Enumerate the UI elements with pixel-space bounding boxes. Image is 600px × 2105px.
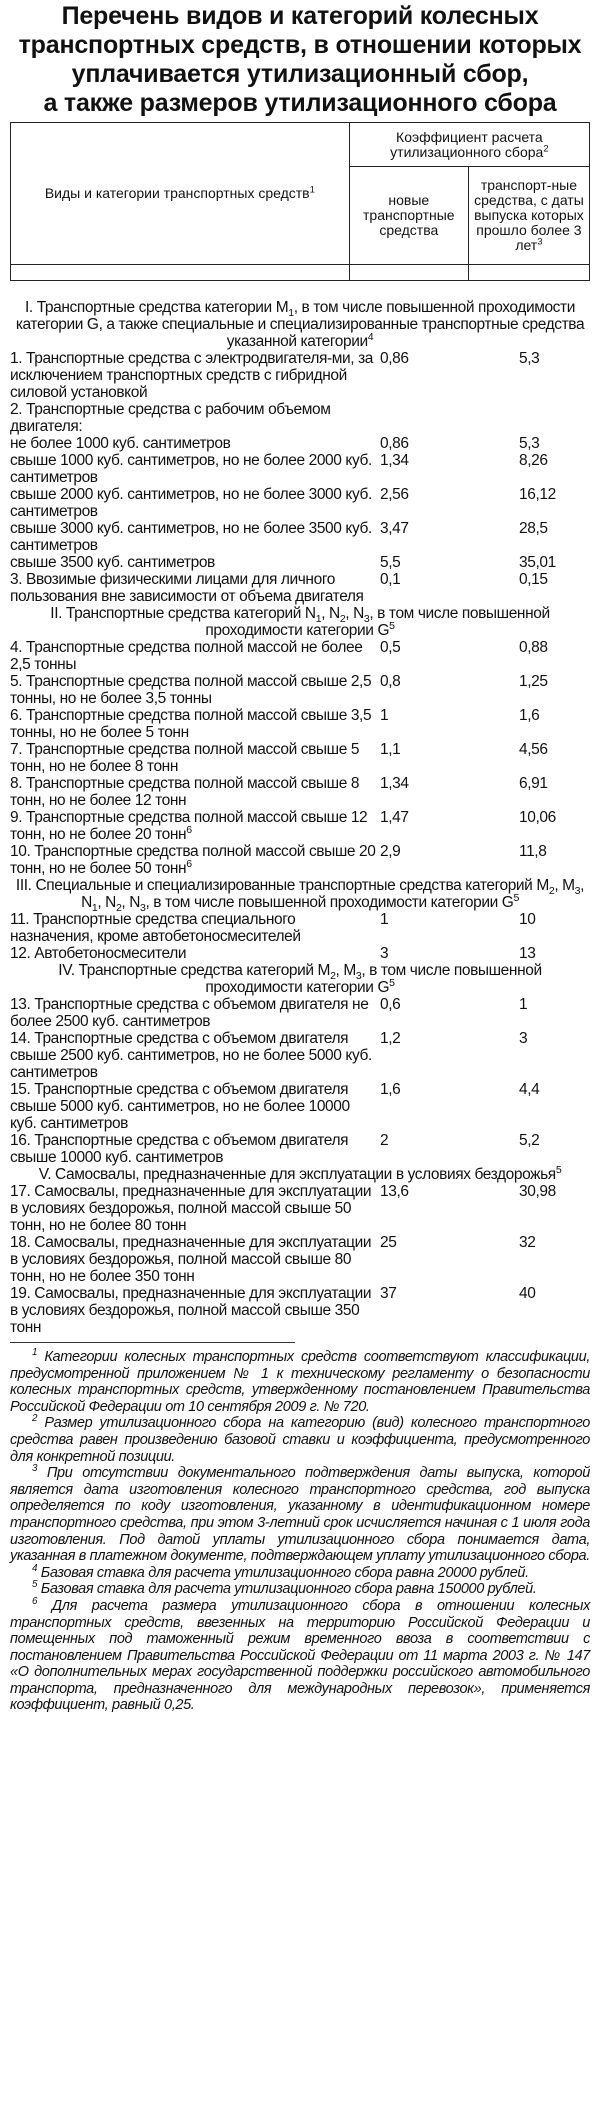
section-heading bbox=[10, 605, 590, 639]
section-heading-text: , N bbox=[121, 894, 141, 911]
footnote-ref: 2 bbox=[543, 142, 549, 154]
category-subscript: 2 bbox=[115, 902, 122, 915]
coef-new-value: 0,5 bbox=[380, 639, 401, 656]
row-label bbox=[10, 775, 380, 809]
coef-new-value: 1,2 bbox=[380, 1030, 401, 1047]
row-label bbox=[10, 435, 380, 452]
row-label bbox=[10, 350, 380, 401]
header-empty-cell bbox=[468, 265, 589, 281]
row-label bbox=[10, 639, 380, 673]
coef-new-value: 1,47 bbox=[380, 809, 409, 826]
table-row bbox=[10, 996, 590, 1030]
coef-old-value: 4,4 bbox=[519, 1081, 540, 1098]
row-label-text: 10. Транспортные средства полной массой свыше 20 тонн, но не более 50 тонн bbox=[10, 843, 376, 877]
table-row bbox=[10, 350, 590, 401]
table-row bbox=[10, 520, 590, 554]
coef-new-value: 1 bbox=[380, 911, 389, 928]
header-coefficient-group bbox=[349, 123, 589, 167]
section-heading-text: , M bbox=[554, 877, 575, 894]
footnote-mark: 3 bbox=[32, 1463, 38, 1475]
category-subscript: 1 bbox=[315, 613, 322, 626]
coef-old-value: 10 bbox=[519, 911, 536, 928]
category-subscript: 3 bbox=[140, 902, 146, 915]
table-header bbox=[10, 122, 590, 281]
coef-new-value: 0,1 bbox=[380, 571, 401, 588]
section-heading bbox=[10, 299, 590, 350]
table-row bbox=[10, 1132, 590, 1166]
table-row bbox=[10, 1285, 590, 1336]
coef-new-value: 0,6 bbox=[380, 996, 401, 1013]
section-heading-text: IV. Транспортные средства категорий M bbox=[58, 962, 331, 979]
coef-old-value: 5,3 bbox=[519, 350, 540, 367]
row-label-text: 1. Транспортные средства с электродвигателя-ми, за исключением транспортных средств с гибридной силовой установкой bbox=[10, 350, 373, 401]
coef-new-value: 3,47 bbox=[380, 520, 409, 537]
section-heading-text: , N bbox=[97, 894, 116, 911]
section-heading-text: I. Транспортные средства категории M bbox=[24, 299, 289, 316]
row-label bbox=[10, 945, 380, 962]
row-label bbox=[10, 1234, 380, 1285]
table-row bbox=[10, 1081, 590, 1132]
coef-new-value: 2,9 bbox=[380, 843, 401, 860]
footnote bbox=[10, 1581, 590, 1598]
row-label-text: 8. Транспортные средства полной массой свыше 8 тонн, но не более 12 тонн bbox=[10, 775, 360, 809]
section-heading-text: , в том числе повышенной проходимости категории G bbox=[205, 605, 550, 639]
coef-old-value: 13 bbox=[519, 945, 536, 962]
footnote-mark: 2 bbox=[32, 1413, 38, 1425]
footnote-text: Категории колесных транспортных средств соответствуют классификации, предусмотренной приложением № 1 к техническому регламенту о безопасности колесных транспортных средств, утвержденному постановлением Правительства Российской Федерации от 10 сентября 2009 г. № 720. bbox=[10, 1349, 590, 1415]
coef-new-value: 25 bbox=[380, 1234, 397, 1251]
row-label bbox=[10, 843, 380, 877]
footnote-text: Базовая ставка для расчета утилизационного сбора равна 150000 рублей. bbox=[37, 1581, 537, 1598]
category-subscript: 1 bbox=[288, 307, 294, 320]
coef-old-value: 1,25 bbox=[519, 673, 548, 690]
document-title: Перечень видов и категорий колесных транспортных средств, в отношении которых уплачивается утилизационный сбор, а также размеров утилизационного сбора bbox=[18, 2, 582, 117]
table-row bbox=[10, 452, 590, 486]
row-label-text: 17. Самосвалы, предназначенные для эксплуатации в условиях бездорожья, полной массой свыше 50 тонн, но не более 80 тонн bbox=[10, 1183, 372, 1234]
table-row bbox=[10, 401, 590, 435]
row-label-text: свыше 1000 куб. сантиметров, но не более 2000 куб. сантиметров bbox=[10, 452, 372, 486]
coef-old-value: 32 bbox=[519, 1234, 536, 1251]
coef-old-value: 5,2 bbox=[519, 1132, 540, 1149]
row-label-text: 13. Транспортные средства с объемом двигателя не более 2500 куб. сантиметров bbox=[10, 996, 369, 1030]
footnote bbox=[10, 1349, 590, 1415]
table-row bbox=[10, 741, 590, 775]
table-body bbox=[10, 299, 590, 1336]
coef-new-value: 0,86 bbox=[380, 350, 409, 367]
header-new-vehicles: новые транспортные средства bbox=[349, 167, 468, 265]
coef-old-value: 16,12 bbox=[519, 486, 556, 503]
table-row bbox=[10, 707, 590, 741]
row-label bbox=[10, 1030, 380, 1081]
row-label bbox=[10, 571, 380, 605]
category-subscript: 3 bbox=[363, 613, 370, 626]
row-label-text: свыше 3500 куб. сантиметров bbox=[10, 554, 215, 571]
table-row bbox=[10, 945, 590, 962]
coef-old-value: 0,88 bbox=[519, 639, 548, 656]
row-label-text: свыше 2000 куб. сантиметров, но не более 3000 куб. сантиметров bbox=[10, 486, 372, 520]
footnote-mark: 5 bbox=[32, 1579, 38, 1591]
section-heading-text: , N bbox=[345, 605, 364, 622]
header-empty-cell bbox=[11, 265, 350, 281]
coef-new-value: 0,8 bbox=[380, 673, 401, 690]
row-label-text: 18. Самосвалы, предназначенные для эксплуатации в условиях бездорожья, полной массой свыше 80 тонн, но не более 350 тонн bbox=[10, 1234, 372, 1285]
coef-old-value: 1 bbox=[519, 996, 528, 1013]
footnote-mark: 6 bbox=[32, 1596, 38, 1608]
row-label-text: 3. Ввозимые физическими лицами для личного пользования вне зависимости от объема двигателя bbox=[10, 571, 364, 605]
coef-new-value: 3 bbox=[380, 945, 389, 962]
row-label bbox=[10, 1081, 380, 1132]
footnote bbox=[10, 1465, 590, 1565]
row-label-text: 4. Транспортные средства полной массой не более 2,5 тонны bbox=[10, 639, 363, 673]
table-row bbox=[10, 673, 590, 707]
row-label-text: свыше 3000 куб. сантиметров, но не более 3500 куб. сантиметров bbox=[10, 520, 372, 554]
header-vehicle-types-text: Виды и категории транспортных средств bbox=[44, 185, 310, 201]
row-label-text: не более 1000 куб. сантиметров bbox=[10, 435, 231, 452]
section-heading bbox=[10, 877, 590, 915]
row-label-text: 16. Транспортные средства с объемом двигателя свыше 10000 куб. сантиметров bbox=[10, 1132, 349, 1166]
category-subscript: 2 bbox=[330, 970, 336, 983]
row-label-text: 2. Транспортные средства с рабочим объемом двигателя: bbox=[10, 401, 331, 435]
coef-old-value: 10,06 bbox=[519, 809, 556, 826]
section-heading bbox=[10, 962, 590, 996]
row-label bbox=[10, 1132, 380, 1166]
coef-old-value: 1,6 bbox=[519, 707, 540, 724]
row-label bbox=[10, 741, 380, 775]
section-heading-text: , M bbox=[335, 962, 356, 979]
coef-old-value: 5,3 bbox=[519, 435, 540, 452]
section-heading-text: , в том числе повышенной проходимости категории G, а также специальные и специализированные транспортные средства указанной категории bbox=[15, 299, 585, 350]
footnote-ref: 6 bbox=[186, 857, 192, 870]
section-heading-text: II. Транспортные средства категорий N bbox=[50, 605, 316, 622]
table-row bbox=[10, 639, 590, 673]
footnotes bbox=[10, 1349, 590, 1714]
row-label-text: 5. Транспортные средства полной массой свыше 2,5 тонны, но не более 3,5 тонны bbox=[10, 673, 372, 707]
footnote-ref: 6 bbox=[186, 823, 192, 836]
footnote bbox=[10, 1415, 590, 1465]
table-row bbox=[10, 1183, 590, 1234]
row-label bbox=[10, 401, 380, 435]
row-label-text: 11. Транспортные средства специального назначения, кроме автобетоносмесителей bbox=[10, 911, 301, 945]
coef-new-value: 37 bbox=[380, 1285, 397, 1302]
header-coefficient-group-text: Коэффициент расчета утилизационного сбора bbox=[390, 128, 544, 160]
row-label bbox=[10, 673, 380, 707]
section-heading-text: , N bbox=[81, 877, 585, 911]
row-label-text: 7. Транспортные средства полной массой свыше 5 тонн, но не более 8 тонн bbox=[10, 741, 360, 775]
coef-new-value: 1 bbox=[380, 707, 389, 724]
coef-old-value: 35,01 bbox=[519, 554, 556, 571]
footnote-separator bbox=[10, 1342, 295, 1343]
coef-old-value: 40 bbox=[519, 1285, 536, 1302]
header-vehicle-types bbox=[11, 123, 350, 265]
table-row bbox=[10, 435, 590, 452]
coef-old-value: 11,8 bbox=[519, 843, 547, 860]
category-subscript: 2 bbox=[339, 613, 346, 626]
footnote-text: Для расчета размера утилизационного сбора в отношении колесных транспортных средств, ввезенных на территорию Российской Федерации и помещенных под таможенный режим временного ввоза в соответствии с постановлением Правительства Российской Федерации от 11 марта 2003 г. № 147 «О дополнительных мерах государственной поддержки российского автомобильного транспорта, предназначенного для международных перевозок», применяется коэффициент, равный 0,25. bbox=[10, 1597, 590, 1714]
row-label bbox=[10, 1285, 380, 1336]
coef-old-value: 0,15 bbox=[519, 571, 548, 588]
row-label bbox=[10, 809, 380, 843]
table-row bbox=[10, 554, 590, 571]
footnote-mark: 1 bbox=[32, 1347, 38, 1359]
header-old-vehicles-text: транспорт-ные средства, с даты выпуска которых прошло более 3 лет bbox=[474, 177, 584, 253]
row-label bbox=[10, 486, 380, 520]
row-label bbox=[10, 452, 380, 486]
row-label-text: 6. Транспортные средства полной массой свыше 3,5 тонны, но не более 5 тонн bbox=[10, 707, 372, 741]
category-subscript: 2 bbox=[548, 885, 555, 898]
coef-new-value: 5,5 bbox=[380, 554, 401, 571]
coef-old-value: 4,56 bbox=[519, 741, 548, 758]
coef-new-value: 1,34 bbox=[380, 452, 409, 469]
footnote-ref: 5 bbox=[389, 976, 395, 989]
row-label bbox=[10, 911, 380, 945]
footnote-ref: 5 bbox=[555, 1163, 562, 1176]
row-label bbox=[10, 707, 380, 741]
coef-new-value: 1,1 bbox=[380, 741, 401, 758]
coef-new-value: 2 bbox=[380, 1132, 389, 1149]
table-row bbox=[10, 809, 590, 843]
coef-old-value: 6,91 bbox=[519, 775, 548, 792]
section-heading-text: V. Самосвалы, предназначенные для эксплуатации в условиях бездорожья bbox=[38, 1166, 556, 1183]
row-label bbox=[10, 1183, 380, 1234]
footnote-ref: 5 bbox=[513, 891, 519, 904]
section-heading-text: , в том числе повышенной проходимости категории G bbox=[145, 894, 514, 911]
section-heading-text: III. Специальные и специализированные транспортные средства категорий M bbox=[15, 877, 549, 894]
footnote bbox=[10, 1562, 590, 1582]
footnote-text: Базовая ставка для расчета утилизационного сбора равна 20000 рублей. bbox=[37, 1564, 529, 1581]
category-subscript: 3 bbox=[355, 970, 362, 983]
row-label-text: 14. Транспортные средства с объемом двигателя свыше 2500 куб. сантиметров, но не более 5000 куб. сантиметров bbox=[10, 1030, 372, 1081]
table-row bbox=[10, 911, 590, 945]
section-heading bbox=[10, 1163, 590, 1183]
coef-new-value: 1,34 bbox=[380, 775, 409, 792]
category-subscript: 1 bbox=[91, 902, 98, 915]
coef-new-value bbox=[380, 401, 505, 435]
footnote-text: Размер утилизационного сбора на категорию (вид) колесного транспортного средства равен произведению базовой ставки и коэффициента, предусмотренного для конкретной позиции. bbox=[10, 1415, 590, 1465]
header-empty-cell bbox=[349, 265, 468, 281]
coef-new-value: 2,56 bbox=[380, 486, 409, 503]
table-row bbox=[10, 1234, 590, 1285]
row-label-text: 9. Транспортные средства полной массой свыше 12 тонн, но не более 20 тонн bbox=[10, 809, 368, 843]
table-row bbox=[10, 843, 590, 877]
coef-old-value: 8,26 bbox=[519, 452, 548, 469]
footnote bbox=[10, 1598, 590, 1714]
coef-new-value: 1,6 bbox=[380, 1081, 401, 1098]
coef-old-value bbox=[505, 401, 590, 435]
row-label-text: 19. Самосвалы, предназначенные для эксплуатации в условиях бездорожья, полной массой свыше 350 тонн bbox=[10, 1285, 372, 1336]
coef-new-value: 0,86 bbox=[380, 435, 409, 452]
row-label bbox=[10, 520, 380, 554]
coef-old-value: 3 bbox=[519, 1030, 528, 1047]
row-label bbox=[10, 554, 380, 571]
row-label-text: 12. Автобетоносмесители bbox=[10, 945, 187, 962]
section-heading-text: , N bbox=[321, 605, 340, 622]
row-label bbox=[10, 996, 380, 1030]
coef-new-value: 13,6 bbox=[380, 1183, 409, 1200]
footnote-ref: 5 bbox=[389, 619, 395, 632]
table-row bbox=[10, 571, 590, 605]
header-old-vehicles bbox=[468, 167, 589, 265]
footnote-ref: 3 bbox=[537, 236, 543, 248]
table-row bbox=[10, 775, 590, 809]
footnote-ref: 1 bbox=[309, 184, 315, 196]
category-subscript: 3 bbox=[574, 885, 581, 898]
coef-old-value: 28,5 bbox=[519, 520, 548, 537]
footnote-ref: 4 bbox=[367, 330, 374, 343]
table-row bbox=[10, 486, 590, 520]
footnote-text: При отсутствии документального подтверждения даты выпуска, которой является дата изготовления колесного транспортного средства, год выпуска определяется по коду изготовления, указанному в идентификационном номере транспортного средства, при этом 3-летний срок исчисляется начиная с 1 июля года изготовления. Под датой уплаты утилизационного сбора понимается дата, указанная в платежном документе, подтверждающем уплату утилизационного сбора. bbox=[10, 1465, 590, 1565]
coef-old-value: 30,98 bbox=[519, 1183, 556, 1200]
section-heading-text: , в том числе повышенной проходимости категории G bbox=[205, 962, 542, 996]
footnote-mark: 4 bbox=[32, 1562, 38, 1574]
row-label-text: 15. Транспортные средства с объемом двигателя свыше 5000 куб. сантиметров, но не более 10000 куб. сантиметров bbox=[10, 1081, 350, 1132]
table-row bbox=[10, 1030, 590, 1081]
